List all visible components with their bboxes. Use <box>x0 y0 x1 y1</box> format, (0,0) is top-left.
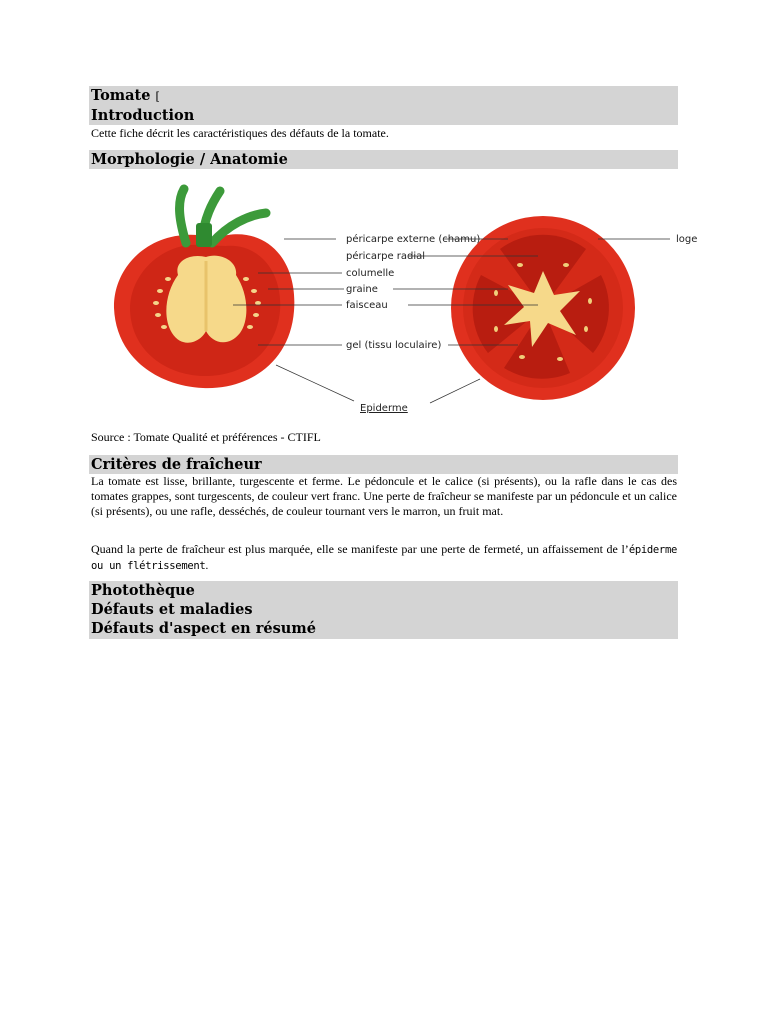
tomato-longitudinal-section <box>114 189 294 388</box>
label-epiderme: Epiderme <box>360 403 408 414</box>
label-gel: gel (tissu loculaire) <box>346 340 442 351</box>
doc-title: Tomate <box>91 87 151 104</box>
intro-heading: Introduction <box>91 107 195 124</box>
freshness-p2-period: . <box>205 558 209 572</box>
label-faisceau: faisceau <box>346 300 388 311</box>
intro-text: Cette fiche décrit les caractéristiques des défauts de la tomate. <box>91 126 389 140</box>
bottom-headings-block <box>89 581 678 639</box>
summary-heading: Défauts d'aspect en résumé <box>91 620 316 637</box>
label-columelle: columelle <box>346 268 395 279</box>
tomato-anatomy-figure <box>108 183 708 423</box>
label-pericarpe-radial: péricarpe radial <box>346 251 426 262</box>
freshness-heading: Critères de fraîcheur <box>89 455 678 474</box>
freshness-p2-text: Quand la perte de fraîcheur est plus marquée, elle se manifeste par une perte de fermeté, un affaissement de l’ <box>91 542 629 556</box>
freshness-paragraph-1: La tomate est lisse, brillante, turgescente et ferme. Le pédoncule et le calice (si présents), ou la rafle dans le cas des tomates grappes, sont turgescents, de couleur vert franc. Une perte de fraîcheur se manifeste par un pédoncule et un calice (si présents), ou une rafle, desséchés, de couleur tournant vers le marron, un fruit mat. <box>91 474 677 518</box>
label-pericarpe-externe: péricarpe externe (chamu) <box>346 234 481 245</box>
morpho-heading: Morphologie / Anatomie <box>89 150 678 169</box>
title-bracket: [ <box>155 90 160 103</box>
phototheque-heading: Photothèque <box>91 582 195 599</box>
freshness-p2-emphasis: épiderme ou un flétrissement <box>91 544 677 572</box>
title-header <box>89 86 678 125</box>
freshness-paragraph-2 <box>91 542 677 574</box>
defects-heading: Défauts et maladies <box>91 601 253 618</box>
source-text: Source : Tomate Qualité et préférences - CTIFL <box>91 430 321 444</box>
label-graine: graine <box>346 284 378 295</box>
label-loge: loge <box>676 234 698 245</box>
